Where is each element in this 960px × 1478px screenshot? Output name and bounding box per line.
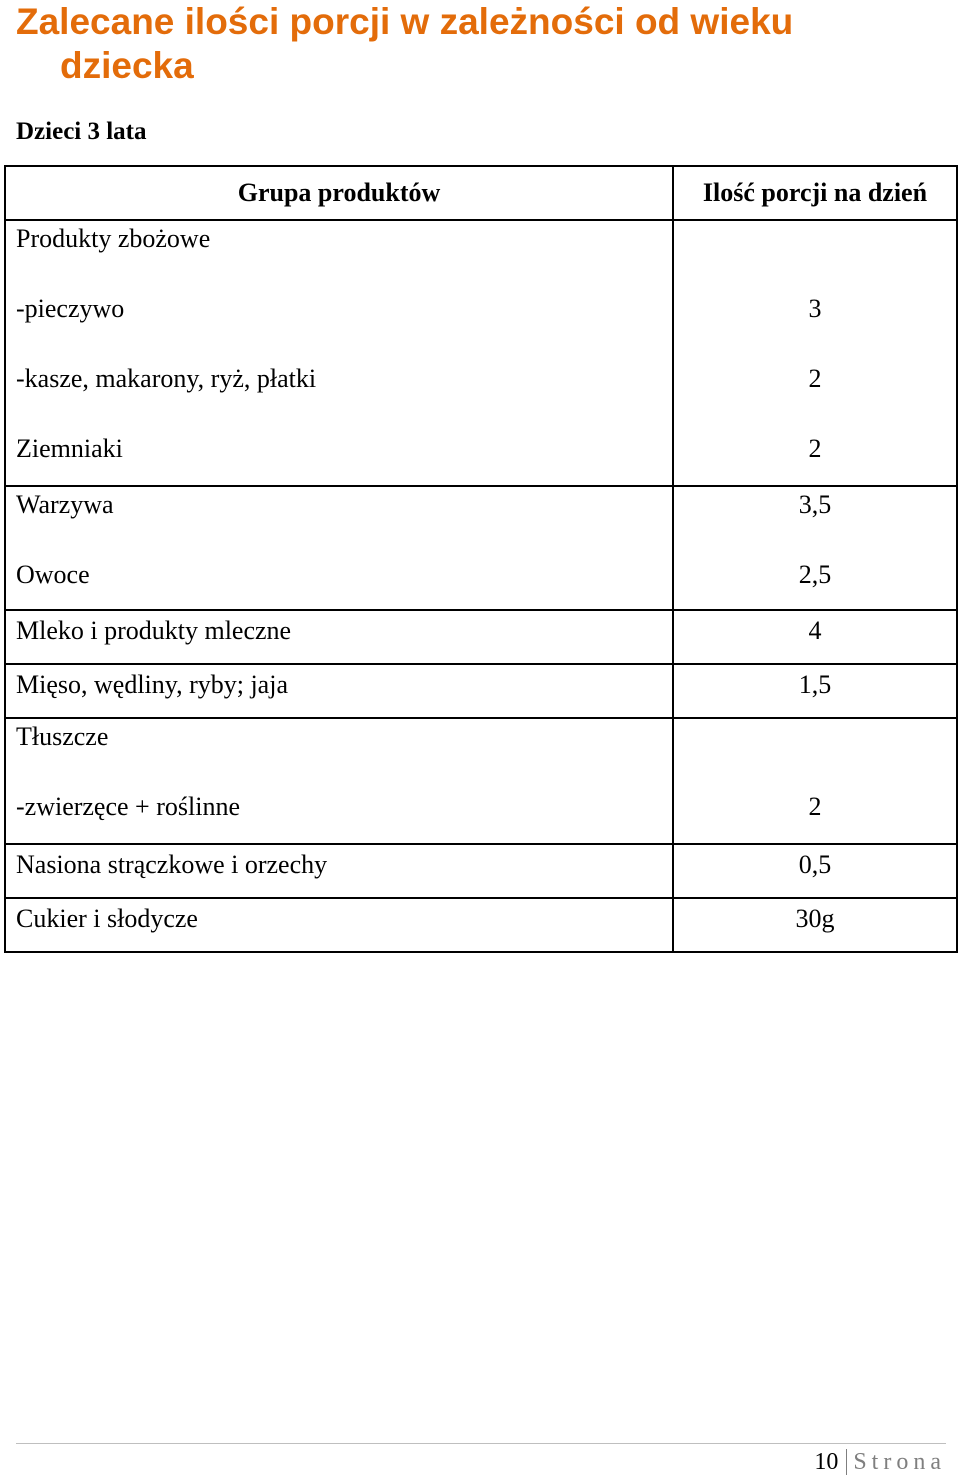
portions-table [4,165,958,953]
portion-value: 2 [808,434,822,463]
product-label: Nasiona strączkowe i orzechy [16,850,328,879]
page-title [16,0,946,88]
portion-value: 2 [808,364,822,393]
product-cell [5,610,673,664]
product-cell [5,898,673,952]
product-label: Cukier i słodycze [16,904,198,933]
value-cell [673,220,957,486]
table-row [5,718,957,844]
portion-value: 4 [808,616,822,645]
portion-value: 1,5 [798,670,832,699]
portion-value: 0,5 [798,850,832,879]
portion-value: 2 [808,792,822,821]
product-cell [5,664,673,718]
table-header-row [5,166,957,220]
portion-value [674,221,956,291]
header-portions-per-day: Ilość porcji na dzień [673,166,957,220]
portion-value: 30g [795,904,835,933]
product-label: -kasze, makarony, ryż, płatki [16,364,317,393]
product-cell [5,220,673,486]
value-cell [673,844,957,898]
value-cell [673,718,957,844]
table-row [5,844,957,898]
age-group-heading: Dzieci 3 lata [16,118,147,145]
table-row [5,664,957,718]
page-footer [814,1446,946,1478]
product-label: -zwierzęce + roślinne [16,792,240,821]
product-cell [5,844,673,898]
value-cell [673,664,957,718]
title-line-2: dziecka [60,45,194,86]
product-label: Owoce [16,560,90,589]
portion-value: 3 [808,294,822,323]
product-cell [5,718,673,844]
page-word: Strona [853,1449,946,1475]
table-row [5,610,957,664]
product-label: Warzywa [16,490,114,519]
product-label: -pieczywo [16,294,125,323]
header-product-group: Grupa produktów [5,166,673,220]
product-label: Tłuszcze [16,722,109,751]
footer-divider [16,1443,946,1444]
table-row [5,898,957,952]
product-label: Ziemniaki [16,434,123,463]
page-number: 10 [814,1449,847,1475]
table-row [5,220,957,486]
value-cell [673,486,957,610]
table-row [5,486,957,610]
product-label: Produkty zbożowe [16,224,211,253]
portion-value: 3,5 [798,490,832,519]
portion-value [674,719,956,789]
title-line-1: Zalecane ilości porcji w zależności od wieku [16,1,794,42]
value-cell [673,610,957,664]
value-cell [673,898,957,952]
product-label: Mięso, wędliny, ryby; jaja [16,670,288,699]
portion-value: 2,5 [798,560,832,589]
product-cell [5,486,673,610]
product-label: Mleko i produkty mleczne [16,616,292,645]
